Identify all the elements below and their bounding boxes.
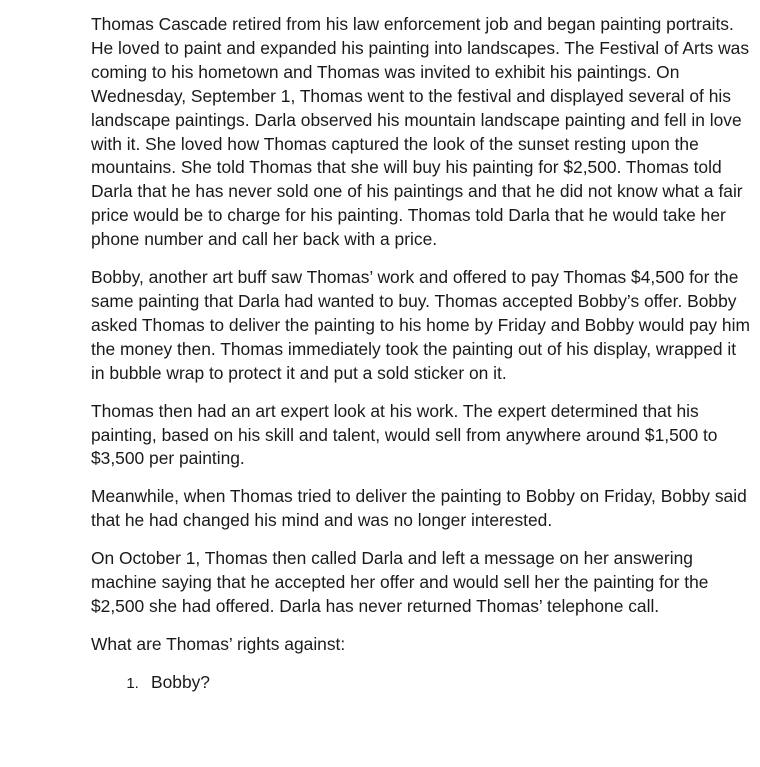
question-list	[91, 671, 751, 695]
question-prompt: What are Thomas’ rights against:	[91, 633, 346, 654]
paragraph-darla-message: On October 1, Thomas then called Darla and left a message on her answering machine saying that he accepted her offer and would sell her the painting for the $2,500 she had offered. Darla has never returned Thomas’ telephone call.	[91, 548, 709, 616]
paragraph-intro: Thomas Cascade retired from his law enforcement job and began painting portraits. He loved to paint and expanded his painting into landscapes. The Festival of Arts was coming to his hometown and Thomas was invited to exhibit his paintings. On Wednesday, September 1, Thomas went to the festival and displayed several of his landscape paintings. Darla observed his mountain landscape painting and fell in love with it. She loved how Thomas captured the look of the sunset resting upon the mountains. She told Thomas that she will buy his painting for $2,500. Thomas told Darla that he has never sold one of his paintings and that he did not know what a fair price would be to charge for his painting. Thomas told Darla that he would take her phone number and call her back with a price.	[91, 14, 750, 250]
paragraph-bobby-offer: Bobby, another art buff saw Thomas’ work and offered to pay Thomas $4,500 for the same painting that Darla had wanted to buy. Thomas accepted Bobby’s offer. Bobby asked Thomas to deliver the painting to his home by Friday and Bobby would pay him the money then. Thomas immediately took the painting out of his display, wrapped it in bubble wrap to protect it and put a sold sticker on it.	[91, 267, 750, 383]
paragraph-bobby-refusal: Meanwhile, when Thomas tried to deliver the painting to Bobby on Friday, Bobby said that he had changed his mind and was no longer interested.	[91, 486, 747, 531]
document-body	[91, 13, 751, 695]
paragraph-art-expert: Thomas then had an art expert look at his work. The expert determined that his painting, based on his skill and talent, would sell from anywhere around $1,500 to $3,500 per painting.	[91, 400, 718, 469]
question-item: 1. Bobby?	[143, 671, 751, 695]
